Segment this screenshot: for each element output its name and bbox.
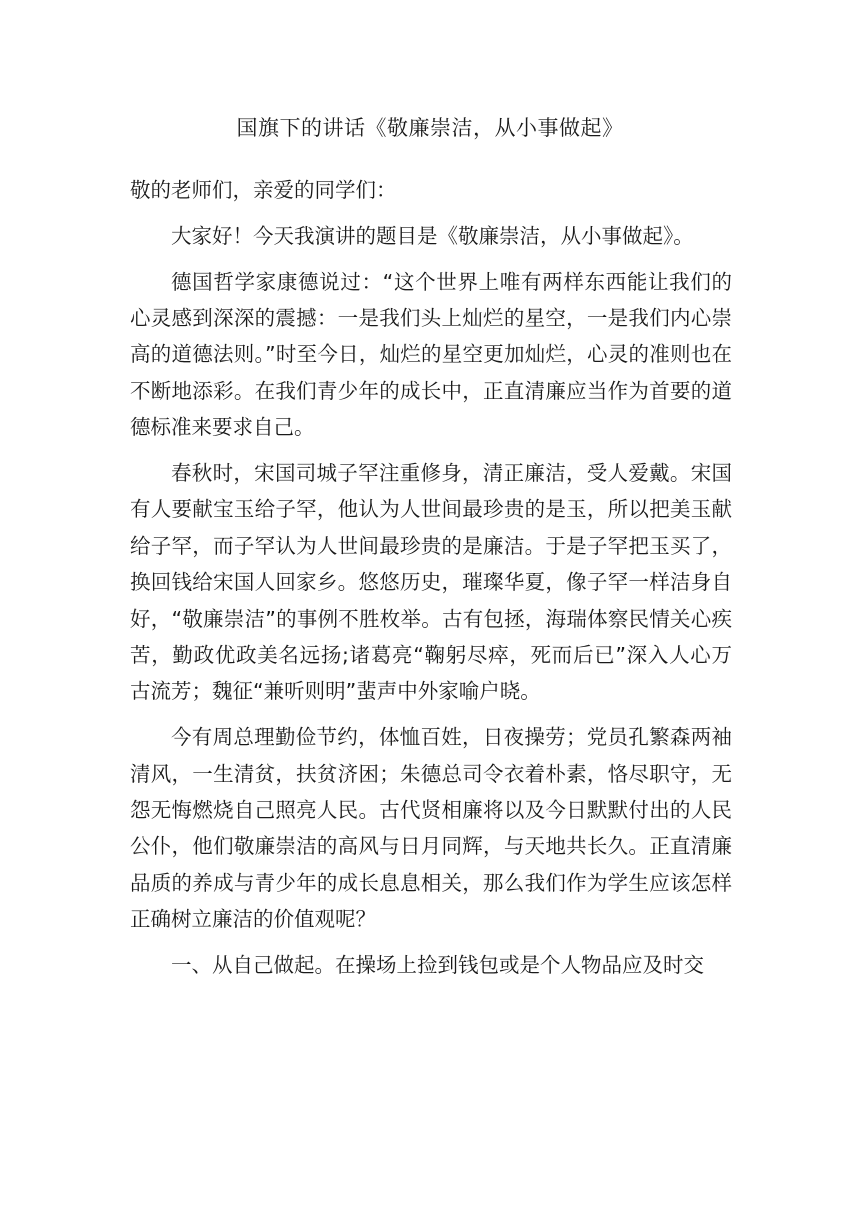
document-body bbox=[130, 172, 732, 993]
paragraph-zihan-story: 春秋时，宋国司城子罕注重修身，清正廉洁，受人爱戴。宋国有人要献宝玉给子罕，他认为人世间最珍贵的是玉，所以把美玉献给子罕，而子罕认为人世间最珍贵的是廉洁。于是子罕把玉买了，换回钱给宋国人回家乡。悠悠历史，璀璨华夏，像子罕一样洁身自好，“敬廉崇洁”的事例不胜枚举。古有包拯，海瑞体察民情关心疾苦，勤政优政美名远扬;诸葛亮“鞠躬尽瘁，死而后已”深入人心万古流芳；魏征“兼听则明”蜚声中外家喻户晓。 bbox=[130, 461, 732, 704]
paragraph-point-one: 一、从自己做起。在操场上捡到钱包或是个人物品应及时交 bbox=[171, 953, 704, 978]
paragraph-greeting: 大家好！今天我演讲的题目是《敬廉崇洁，从小事做起》。 bbox=[171, 223, 694, 248]
paragraph-modern-examples: 今有周总理勤俭节约，体恤百姓，日夜操劳；党员孔繁森两袖清风，一生清贫，扶贫济困；朱德总司令衣着朴素，恪尽职守，无怨无悔燃烧自己照亮人民。古代贤相廉将以及今日默默付出的人民公仆，他们敬廉崇洁的高风与日月同辉，与天地共长久。正直清廉品质的养成与青少年的成长息息相关，那么我们作为学生应该怎样正确树立廉洁的价值观呢？ bbox=[130, 725, 732, 932]
paragraph-kant-quote: 德国哲学家康德说过：“这个世界上唯有两样东西能让我们的心灵感到深深的震撼：一是我们头上灿烂的星空，一是我们内心崇高的道德法则。”时至今日，灿烂的星空更加灿烂，心灵的准则也在不断地添彩。在我们青少年的成长中，正直清廉应当作为首要的道德标准来要求自己。 bbox=[130, 269, 732, 440]
document-title: 国旗下的讲话《敬廉崇洁，从小事做起》 bbox=[236, 116, 624, 140]
salutation: 敬的老师们，亲爱的同学们： bbox=[130, 178, 397, 202]
